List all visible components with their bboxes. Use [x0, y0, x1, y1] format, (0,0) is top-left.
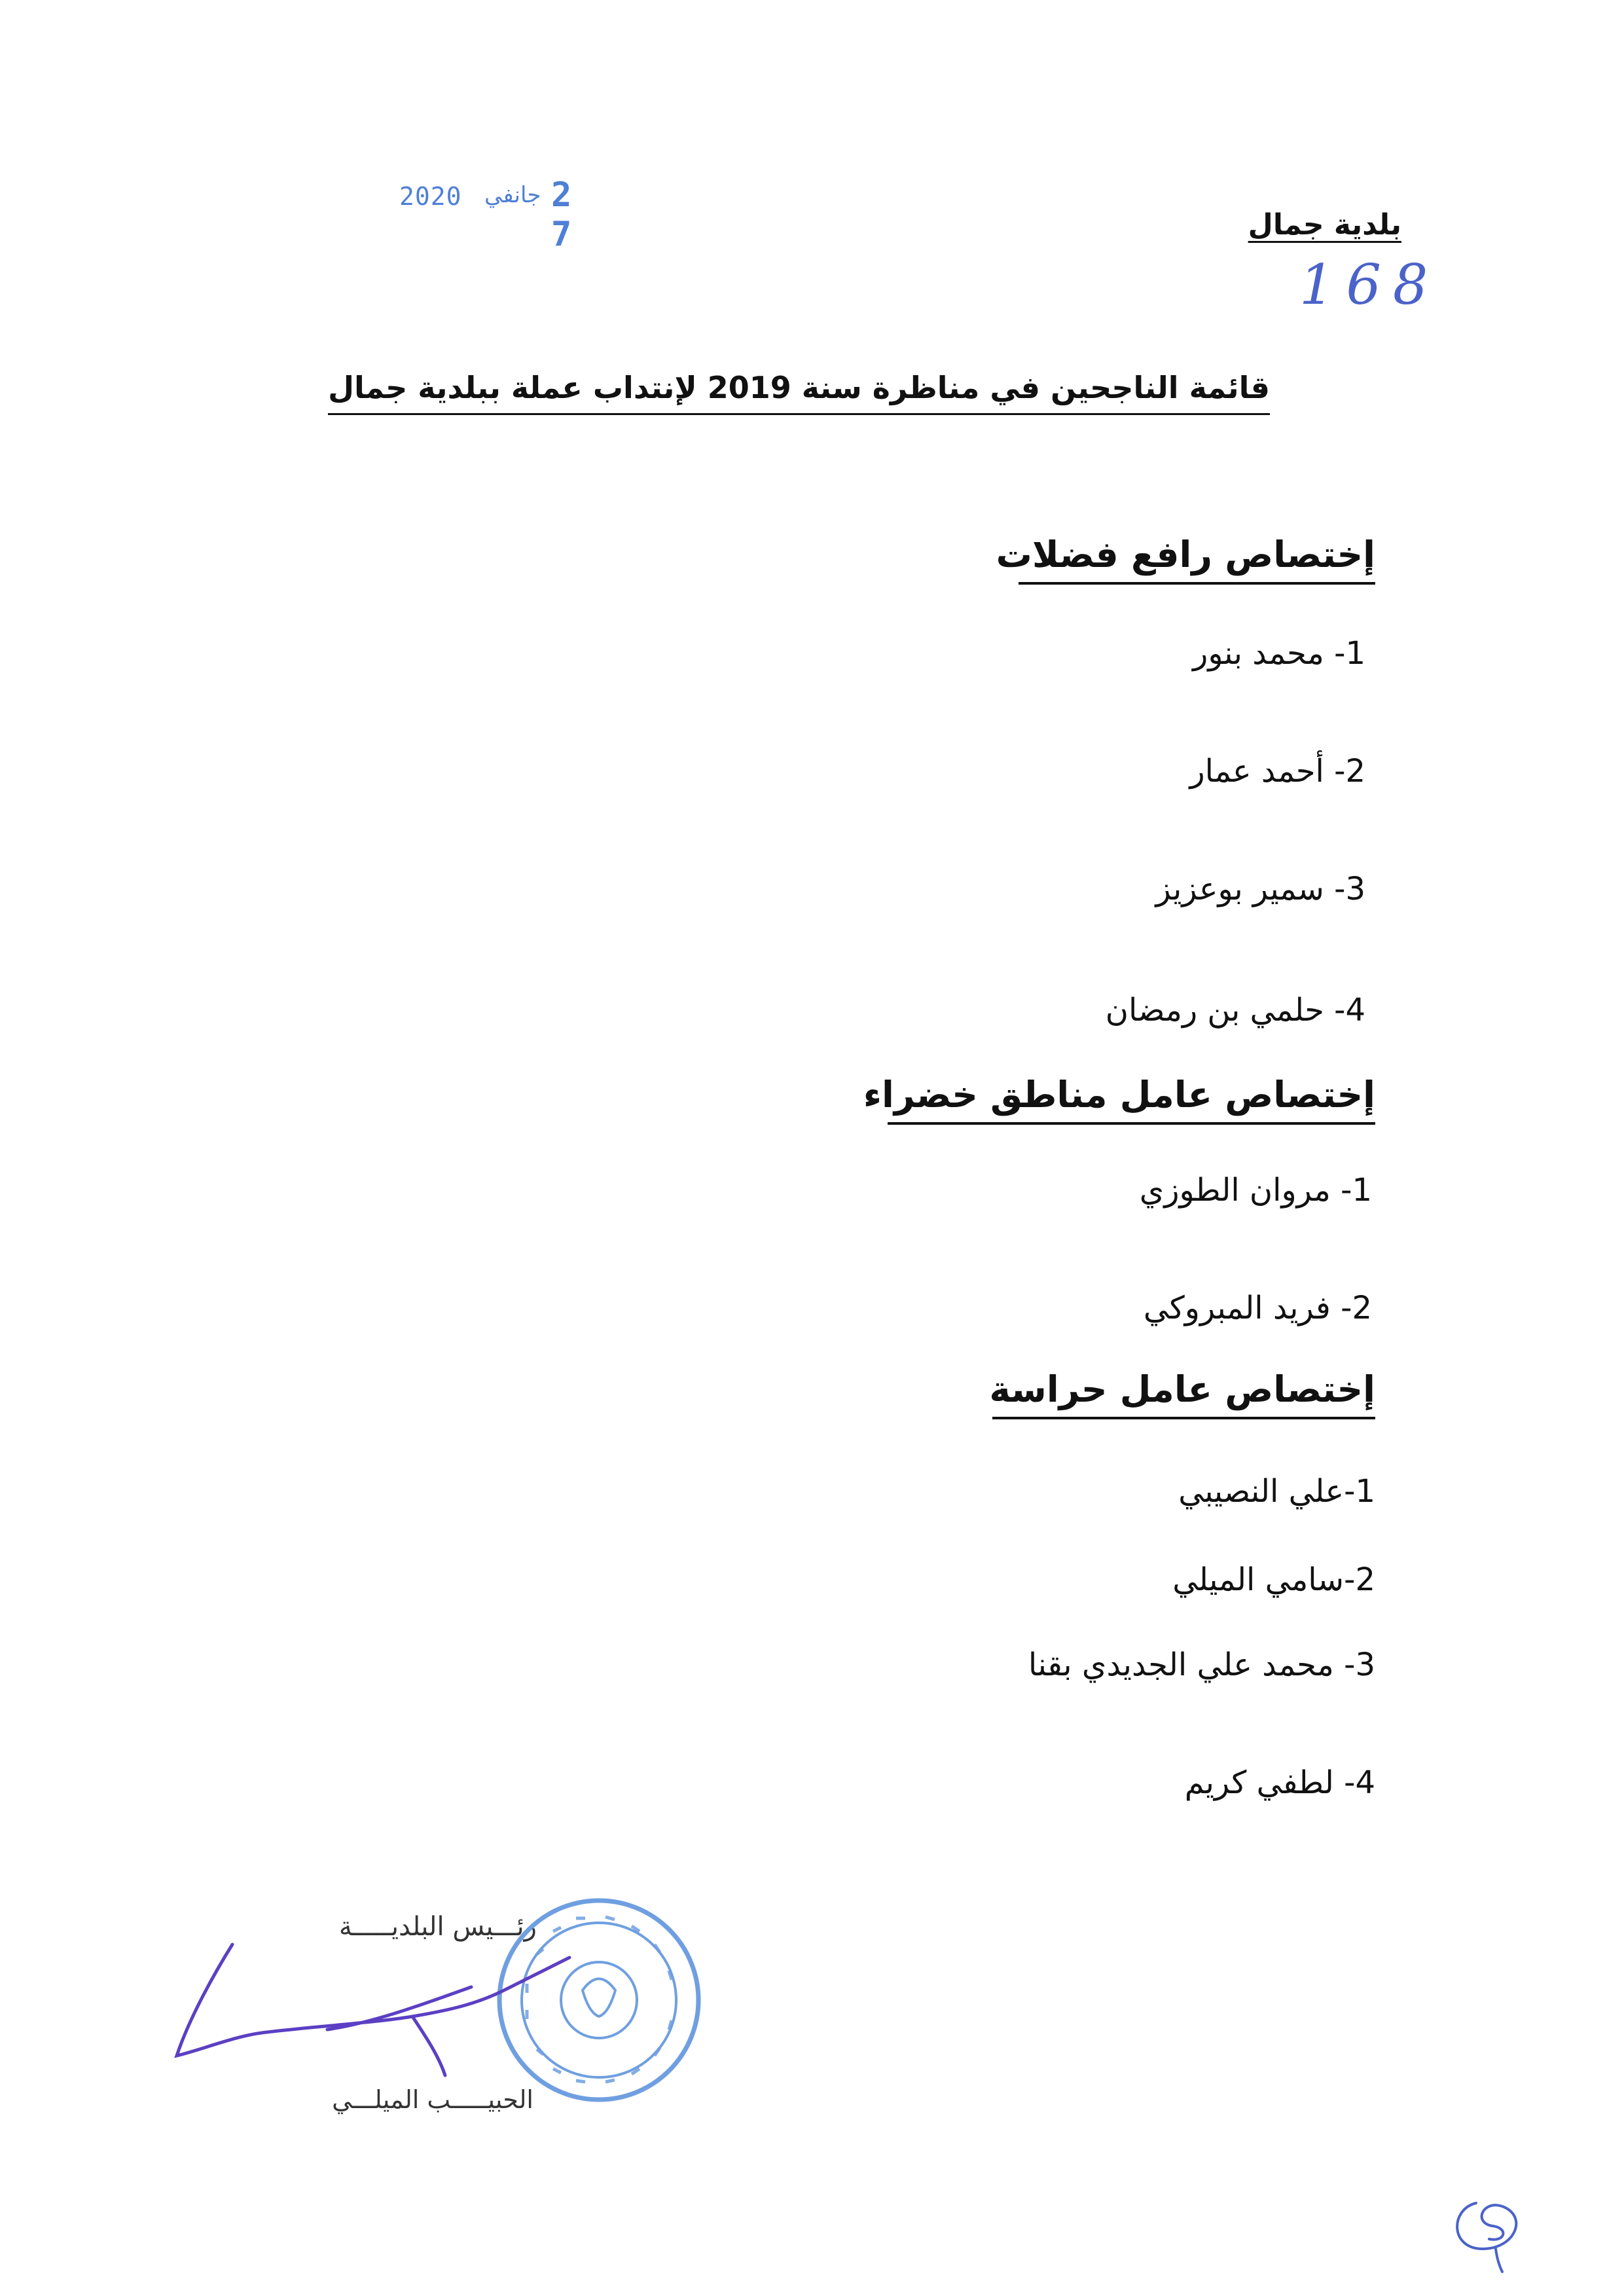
date-stamp-month: جانفي — [484, 182, 541, 208]
list-item: 3- سمير بوعزيز — [1155, 871, 1365, 907]
handwritten-reference-number: 168 — [1299, 253, 1440, 317]
date-stamp — [399, 175, 615, 254]
list-item: 4- لطفي كريم — [1184, 1764, 1375, 1801]
document-title: قائمة الناجحين في مناظرة سنة 2019 لإنتداب عملة ببلدية جمال — [328, 370, 1270, 415]
section-heading-waste-collector: إختصاص رافع فضلات — [1019, 534, 1375, 585]
list-item: 1-علي النصيبي — [1178, 1473, 1375, 1510]
date-stamp-day: 2 7 — [551, 175, 576, 254]
signatory-name: الحبيـــــب الميلـــي — [332, 2085, 533, 2114]
list-item: 4- حلمي بن رمضان — [1105, 992, 1365, 1029]
section-heading-green-spaces: إختصاص عامل مناطق خضراء — [888, 1074, 1375, 1125]
signature-block — [164, 1892, 713, 2187]
handwritten-initials — [1437, 2177, 1542, 2275]
list-item: 1- مروان الطوزي — [1139, 1172, 1372, 1209]
section-heading-guard: إختصاص عامل حراسة — [992, 1368, 1375, 1419]
signature-title: رئـــيس البلديـــــة — [338, 1912, 537, 1942]
date-stamp-year: 2020 — [399, 182, 462, 211]
list-item: 3- محمد علي الجديدي بقنا — [1028, 1647, 1375, 1683]
list-item: 2- فريد المبروكي — [1143, 1290, 1372, 1326]
list-item: 1- محمد بنور — [1193, 635, 1365, 672]
list-item: 2-سامي الميلي — [1172, 1561, 1375, 1598]
list-item: 2- أحمد عمار — [1189, 753, 1365, 790]
handwritten-signature — [164, 1925, 583, 2095]
municipality-name: بلدية جمال — [1248, 208, 1401, 242]
